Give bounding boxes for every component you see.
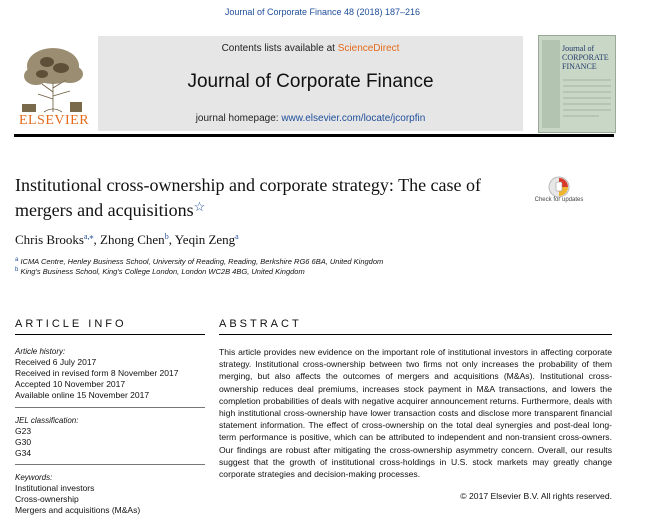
author-separator: , bbox=[93, 232, 101, 247]
affiliation-mark: b bbox=[15, 267, 19, 273]
author-separator: , bbox=[168, 232, 175, 247]
check-for-updates-badge[interactable] bbox=[540, 176, 578, 212]
affiliation-mark: a bbox=[15, 257, 19, 263]
author-affiliation-mark[interactable]: a,⁎ bbox=[83, 232, 94, 241]
history-item: Received 6 July 2017 bbox=[15, 357, 97, 367]
cover-title: Journal of CORPORATE FINANCE bbox=[562, 44, 609, 71]
affiliation-b bbox=[15, 267, 305, 276]
article-info-heading: ARTICLE INFO bbox=[15, 318, 127, 330]
history-item: Received in revised form 8 November 2017 bbox=[15, 368, 179, 378]
abstract-rule bbox=[219, 334, 612, 335]
homepage-line bbox=[98, 113, 523, 124]
affiliation-text: King's Business School, King's College London, London WC2B 4BG, United Kingdom bbox=[20, 267, 305, 276]
author-name[interactable]: Zhong Chen bbox=[100, 232, 165, 247]
author-name[interactable]: Chris Brooks bbox=[15, 232, 84, 247]
info-divider bbox=[15, 464, 205, 465]
article-title bbox=[15, 174, 520, 221]
abstract-heading: ABSTRACT bbox=[219, 318, 302, 330]
homepage-prefix: journal homepage: bbox=[195, 113, 282, 124]
keywords-label: Keywords: bbox=[15, 473, 53, 482]
author-affiliation-mark[interactable]: b bbox=[164, 232, 169, 241]
jel-label: JEL classification: bbox=[15, 416, 79, 425]
history-item: Accepted 10 November 2017 bbox=[15, 379, 126, 389]
copyright-notice: © 2017 Elsevier B.V. All rights reserved. bbox=[460, 491, 612, 501]
header-rule bbox=[14, 134, 614, 137]
contents-line bbox=[98, 43, 523, 54]
contents-prefix: Contents lists available at bbox=[221, 43, 338, 54]
history-label: Article history: bbox=[15, 347, 66, 356]
affiliation-a bbox=[15, 257, 383, 266]
history-item: Available online 15 November 2017 bbox=[15, 390, 150, 400]
author-list bbox=[15, 232, 239, 248]
sciencedirect-link[interactable]: ScienceDirect bbox=[337, 43, 400, 54]
jel-code: G30 bbox=[15, 437, 32, 447]
keyword: Mergers and acquisitions (M&As) bbox=[15, 505, 141, 515]
jel-code: G34 bbox=[15, 448, 32, 458]
keyword: Institutional investors bbox=[15, 483, 95, 493]
article-info-rule bbox=[15, 334, 205, 335]
jel-code: G23 bbox=[15, 426, 32, 436]
title-footnote-star[interactable]: ☆ bbox=[193, 199, 206, 214]
running-head[interactable]: Journal of Corporate Finance 48 (2018) 187–216 bbox=[224, 7, 421, 17]
keyword: Cross-ownership bbox=[15, 494, 79, 504]
check-for-updates-label: Check for updates bbox=[534, 197, 584, 203]
affiliation-text: ICMA Centre, Henley Business School, University of Reading, Reading, Berkshire RG6 6BA, United Kingdom bbox=[20, 257, 384, 266]
author-affiliation-mark[interactable]: a bbox=[235, 232, 239, 241]
homepage-link[interactable]: www.elsevier.com/locate/jcorpfin bbox=[281, 113, 426, 124]
info-divider bbox=[15, 407, 205, 408]
author-name[interactable]: Yeqin Zeng bbox=[174, 232, 236, 247]
article-title-text: Institutional cross-ownership and corporate strategy: The case of mergers and acquisitions bbox=[15, 175, 482, 220]
abstract-text: This article provides new evidence on the important role of institutional investors in affecting corporate strategy. Institutional cross-ownership between two firms not only increases the probability of them merging, but also affects the outcomes of mergers and acquisitions (M&As). Institutional cross-ownership reduces deal premiums, increases stock payment in M&A transactions, and lowers the completion probabilities of deals with negative acquirer announcement returns. Furthermore, deals with high institutional cross-ownership have lower transaction costs and disclose more transparent financial statement information. The effect of cross-ownership on the total deal synergies and post-deal long-term performance is positive, which can be attributed to independent and non-transient cross-owners. Our findings are robust after mitigating the cross-ownership asymmetry concern. Overall, our results suggest that the growth of institutional cross-holdings in U.S. stock markets may greatly change corporate strategies and decision-making processes. bbox=[219, 347, 612, 480]
journal-title: Journal of Corporate Finance bbox=[187, 71, 434, 92]
elsevier-wordmark: ELSEVIER bbox=[18, 113, 90, 128]
